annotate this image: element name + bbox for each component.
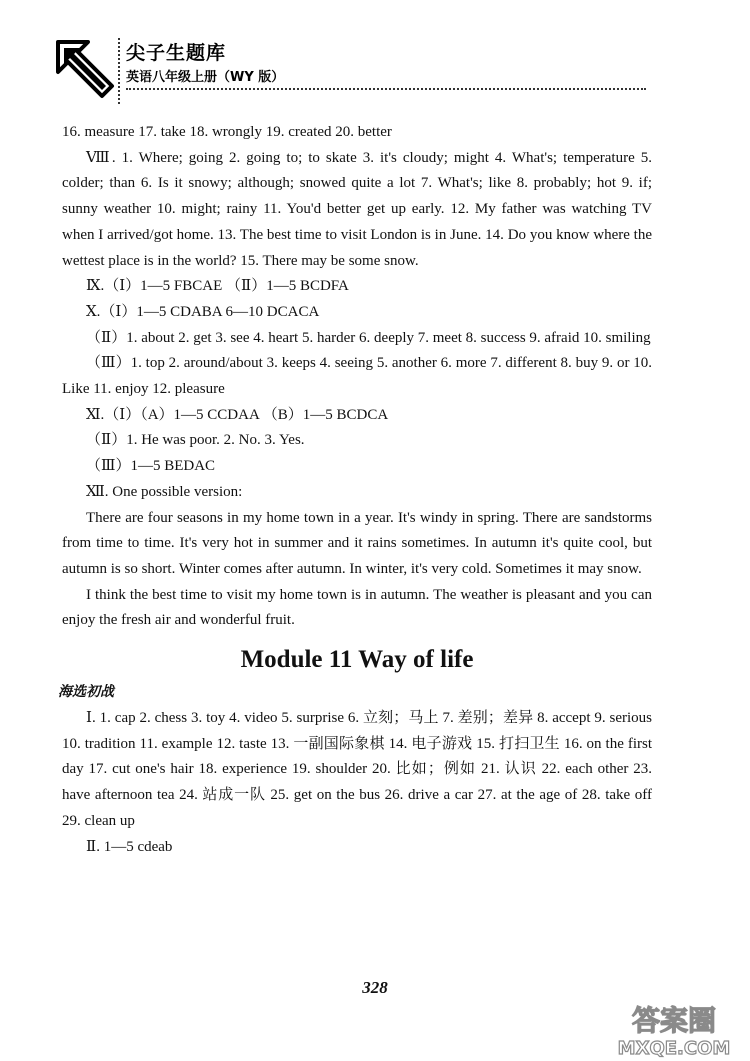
essay-paragraph: There are four seasons in my home town in a year. It's windy in spring. There are sandstorms from time to time. It's very hot in summer and it rains sometimes. In autumn it's quite cool, but autumn is so short. Winter comes after autumn. In winter, it's very cold. Sometimes it may snow. [62, 509, 652, 577]
watermark-top: 答案圈 [631, 1004, 717, 1037]
answer-line: Ⅱ. 1—5 cdeab [86, 838, 173, 855]
watermark-logo [604, 1002, 744, 1058]
book-subtitle: 英语八年级上册（WY 版） [126, 70, 285, 85]
page-header [52, 30, 652, 110]
header-rule [126, 88, 646, 90]
essay-paragraph: I think the best time to visit my home town is in autumn. The weather is pleasant and you can enjoy the fresh air and wonderful fruit. [62, 586, 652, 629]
answer-line: （Ⅲ）1—5 BEDAC [86, 458, 216, 475]
arrow-logo-icon [52, 36, 116, 100]
section-label: 海选初战 [58, 684, 114, 701]
answer-line: Ⅰ. 1. cap 2. chess 3. toy 4. video 5. surprise 6. 立刻；马上 7. 差别；差异 8. accept 9. serious 10. tradition 11. example 12. taste 13. 一副国际象棋 14. 电子游戏 15. 打扫卫生 16. on the first day 17. cut one's hair 18. experience 19. shoulder 20. 比如；例如 21. 认识 22. each other 23. have afternoon tea 24. 站成一队 25. get on the bus 26. drive a car 27. at the age of 28. take off 29. clean up [62, 710, 652, 829]
book-title: 尖子生题库 [126, 42, 227, 64]
answer-line: Ⅸ.（Ⅰ）1—5 FBCAE （Ⅱ）1—5 BCDFA [86, 278, 349, 295]
answer-line: （Ⅲ）1. top 2. around/about 3. keeps 4. seeing 5. another 6. more 7. different 8. buy 9. or 10. Like 11. enjoy 12. pleasure [62, 355, 652, 398]
answer-line: 16. measure 17. take 18. wrongly 19. created 20. better [62, 124, 392, 140]
answer-line: Ⅹ.（Ⅰ）1—5 CDABA 6—10 DCACA [86, 303, 320, 320]
header-divider [118, 38, 120, 104]
answer-line: （Ⅱ）1. He was poor. 2. No. 3. Yes. [86, 432, 305, 449]
answer-line: Ⅻ. One possible version: [86, 483, 243, 500]
answer-line: Ⅷ. 1. Where; going 2. going to; to skate 3. it's cloudy; might 4. What's; temperature 5. colder; than 6. Is it snowy; although; snowed quite a lot 7. What's; like 8. probably; hot 9. if; sunny weather 10. might; rainy 11. You'd better get up early. 12. My father was watching TV when I arrived/got home. 13. The best time to visit London is in June. 14. Do you know where the wettest place is in the world? 15. There may be some snow. [62, 149, 652, 269]
module-title: Module 11 Way of life [240, 646, 474, 674]
answer-content [58, 120, 652, 860]
page-number: 328 [362, 978, 388, 997]
answer-line: Ⅺ.（Ⅰ）（A）1—5 CCDAA （B）1—5 BCDCA [86, 406, 389, 423]
watermark-bottom: MXQE.COM [617, 1038, 731, 1058]
answer-line: （Ⅱ）1. about 2. get 3. see 4. heart 5. harder 6. deeply 7. meet 8. success 9. afraid 10. smiling [86, 329, 651, 346]
